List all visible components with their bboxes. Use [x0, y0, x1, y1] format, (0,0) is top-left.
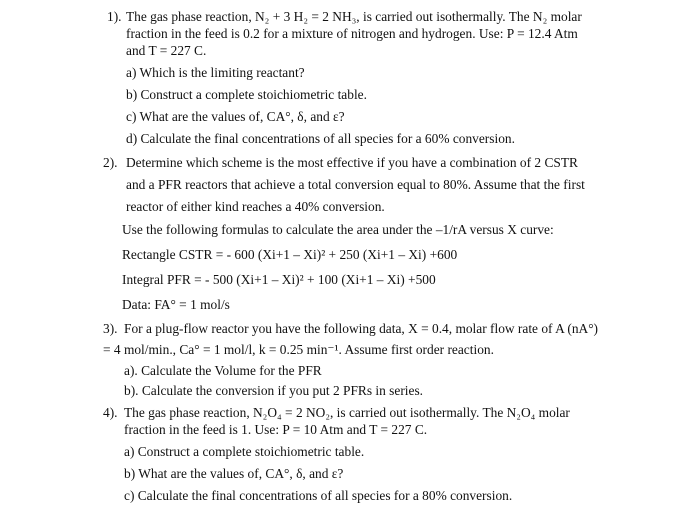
problem-1-part-b: b) Construct a complete stoichiometric table.	[126, 87, 367, 102]
problem-2-line-1: Determine which scheme is the most effective if you have a combination of 2 CSTR	[126, 155, 578, 170]
problem-1-part-c: c) What are the values of, CA°, δ, and ε?	[126, 109, 345, 124]
problem-2-line-2: and a PFR reactors that achieve a total conversion equal to 80%. Assume that the first	[126, 177, 585, 192]
problem-4-part-c: c) Calculate the final concentrations of all species for a 80% conversion.	[124, 488, 513, 503]
problem-3-line-1: For a plug-flow reactor you have the following data, X = 0.4, molar flow rate of A (nA°)	[124, 321, 599, 336]
problem-1-line-3: and T = 227 C.	[126, 43, 207, 58]
problem-4-line-2: fraction in the feed is 1. Use: P = 10 Atm and T = 227 C.	[124, 422, 428, 437]
problem-4-number: 4).	[103, 405, 118, 420]
problem-3-line-2: = 4 mol/min., Ca° = 1 mol/l, k = 0.25 min⁻¹. Assume first order reaction.	[103, 342, 494, 357]
problem-2-line-3: reactor of either kind reaches a 40% conversion.	[126, 199, 385, 214]
problem-3-number: 3).	[103, 321, 118, 336]
problem-2-cstr-formula: Rectangle CSTR = - 600 (Xi+1 – Xi)² + 250 (Xi+1 – Xi) +600	[122, 247, 458, 262]
problem-2-data: Data: FA° = 1 mol/s	[122, 297, 230, 312]
problem-4-line-1: The gas phase reaction, N₂O₄ = 2 NO₂, is carried out isothermally. The N₂O₄ molar	[124, 405, 570, 420]
problem-2-formula-intro: Use the following formulas to calculate the area under the –1/rA versus X curve:	[122, 222, 554, 237]
problem-1-part-d: d) Calculate the final concentrations of all species for a 60% conversion.	[126, 131, 515, 146]
problem-3-part-b: b). Calculate the conversion if you put 2 PFRs in series.	[124, 383, 424, 398]
problem-3-part-a: a). Calculate the Volume for the PFR	[124, 363, 322, 378]
problem-4-part-b: b) What are the values of, CA°, δ, and ε?	[124, 466, 344, 481]
problem-1-number: 1).	[107, 9, 122, 24]
problem-1-line-1: The gas phase reaction, N₂ + 3 H₂ = 2 NH₃, is carried out isothermally. The N₂ molar	[126, 9, 582, 24]
problem-2-pfr-formula: Integral PFR = - 500 (Xi+1 – Xi)² + 100 (Xi+1 – Xi) +500	[122, 272, 436, 287]
problem-1-part-a: a) Which is the limiting reactant?	[126, 65, 305, 80]
problem-1-line-2: fraction in the feed is 0.2 for a mixture of nitrogen and hydrogen. Use: P = 12.4 Atm	[126, 26, 578, 41]
problem-4-part-a: a) Construct a complete stoichiometric table.	[124, 444, 365, 459]
problem-2-number: 2).	[103, 155, 118, 170]
